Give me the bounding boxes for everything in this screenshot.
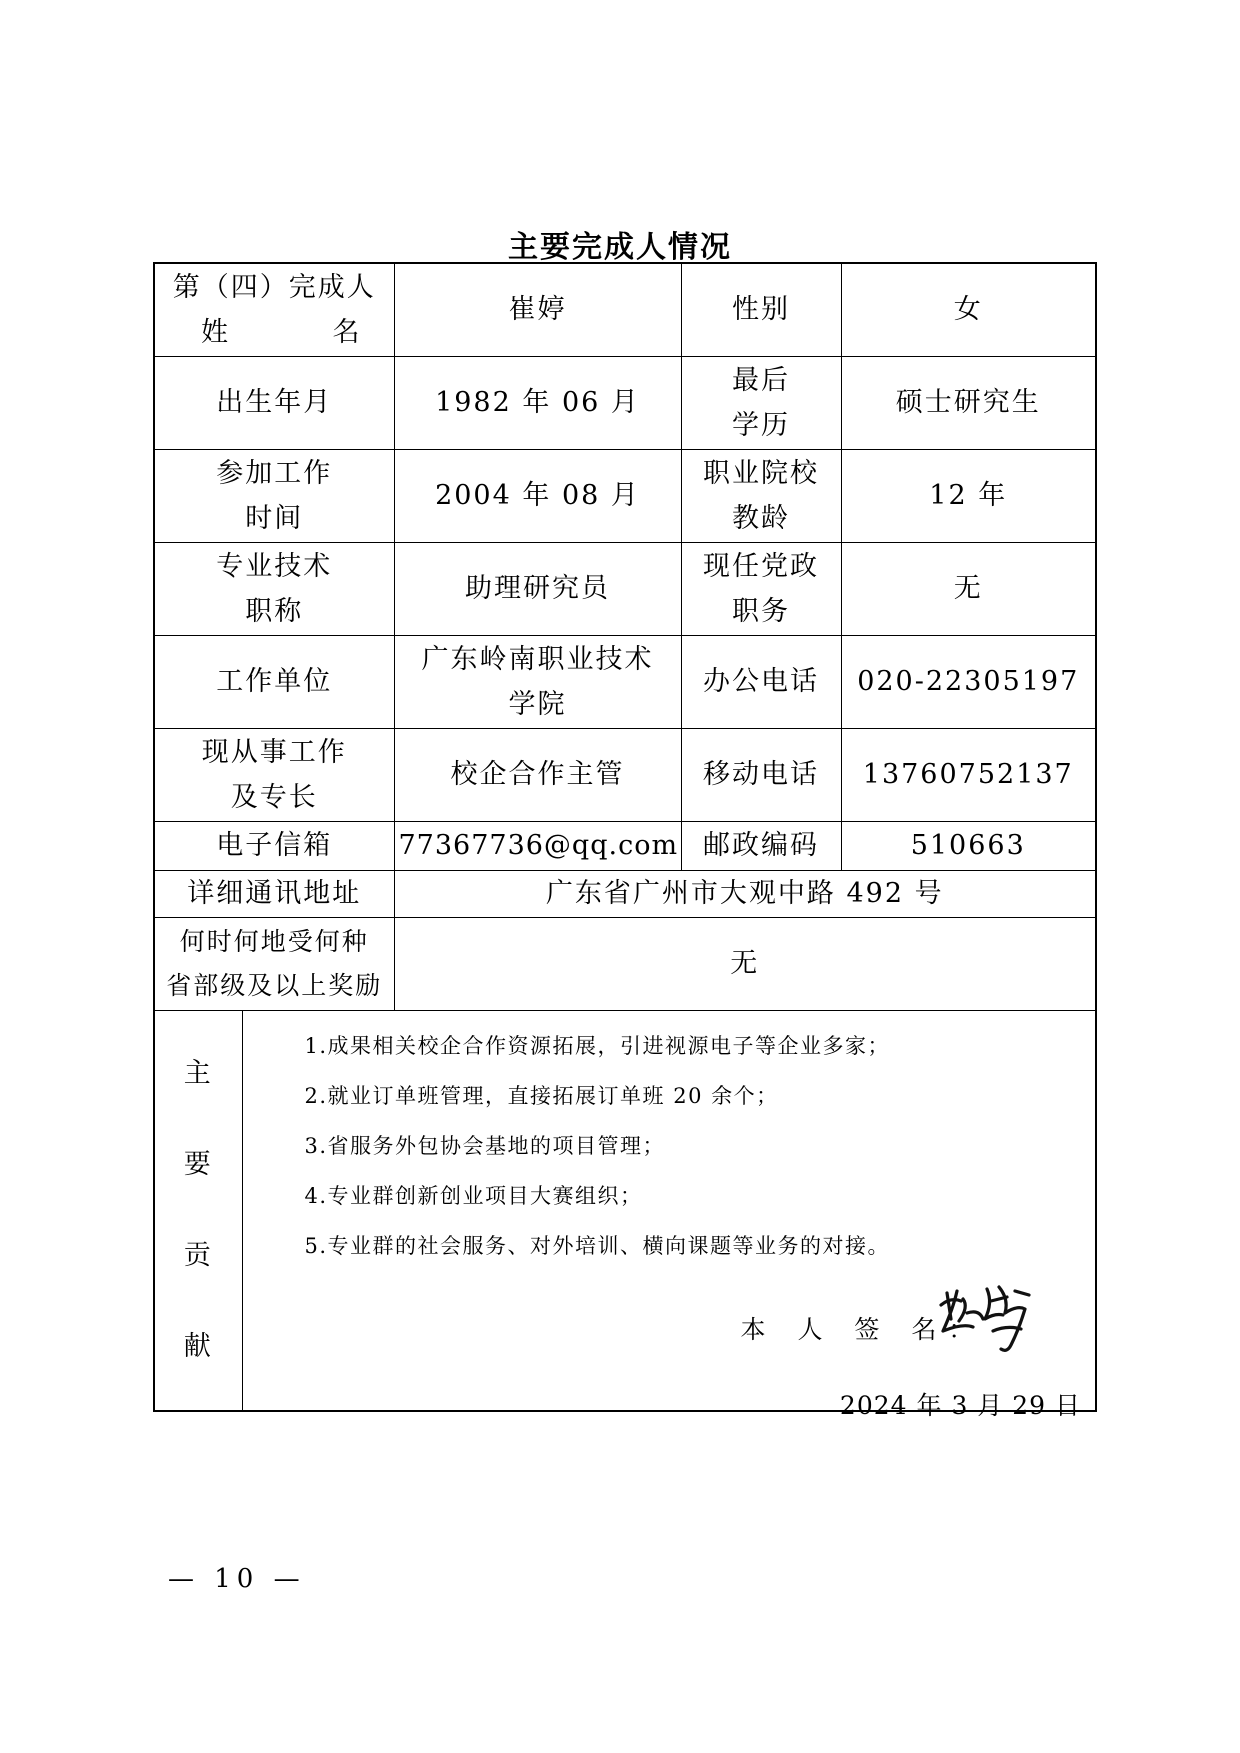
postcode-value: 510663 bbox=[841, 821, 1096, 870]
list-item: 5.专业群的社会服务、对外培训、横向课题等业务的对接。 bbox=[304, 1233, 891, 1258]
work-start-value: 2004 年 08 月 bbox=[394, 449, 681, 542]
contribution-label-char: 主 bbox=[183, 1058, 213, 1090]
page-number: — 10 — bbox=[168, 1564, 306, 1594]
contribution-label-char: 献 bbox=[183, 1331, 213, 1363]
table-row bbox=[154, 728, 1096, 821]
party-post-value: 无 bbox=[841, 542, 1096, 635]
education-label: 最后 学历 bbox=[681, 356, 841, 449]
postcode-label: 邮政编码 bbox=[681, 821, 841, 870]
table-row bbox=[154, 870, 1096, 917]
table-row bbox=[154, 635, 1096, 728]
list-item: 1.成果相关校企合作资源拓展，引进视源电子等企业多家； bbox=[304, 1033, 891, 1058]
mobile-label: 移动电话 bbox=[681, 728, 841, 821]
contribution-label-char: 要 bbox=[183, 1149, 213, 1181]
teaching-age-label: 职业院校 教龄 bbox=[681, 449, 841, 542]
address-label: 详细通讯地址 bbox=[154, 870, 394, 917]
teaching-age-value: 12 年 bbox=[841, 449, 1096, 542]
birth-value: 1982 年 06 月 bbox=[394, 356, 681, 449]
birth-label: 出生年月 bbox=[154, 356, 394, 449]
job-label: 现从事工作 及专长 bbox=[154, 728, 394, 821]
name-value: 崔婷 bbox=[394, 263, 681, 356]
contribution-list bbox=[305, 1021, 1086, 1271]
office-phone-value: 020-22305197 bbox=[841, 635, 1096, 728]
mobile-value: 13760752137 bbox=[841, 728, 1096, 821]
office-phone-label: 办公电话 bbox=[681, 635, 841, 728]
email-label: 电子信箱 bbox=[154, 821, 394, 870]
list-item: 2.就业订单班管理，直接拓展订单班 20 余个； bbox=[304, 1083, 779, 1108]
prof-title-label: 专业技术 职称 bbox=[154, 542, 394, 635]
list-item: 3.省服务外包协会基地的项目管理； bbox=[304, 1133, 666, 1158]
work-start-label: 参加工作 时间 bbox=[154, 449, 394, 542]
table-row bbox=[154, 542, 1096, 635]
table-row bbox=[154, 821, 1096, 870]
signature-label: 本 人 签 名： bbox=[740, 1314, 986, 1344]
info-table bbox=[153, 262, 1097, 1420]
education-value: 硕士研究生 bbox=[841, 356, 1096, 449]
table-row bbox=[154, 449, 1096, 542]
unit-value: 广东岭南职业技术 学院 bbox=[394, 635, 681, 728]
table-row bbox=[154, 263, 1096, 356]
name-label: 第（四）完成人 姓 名 bbox=[154, 263, 394, 356]
contribution-label-char: 贡 bbox=[183, 1240, 213, 1272]
handwritten-signature bbox=[933, 1279, 1043, 1359]
email-value: 77367736@qq.com bbox=[394, 821, 681, 870]
contribution-content bbox=[242, 1010, 1096, 1420]
address-value: 广东省广州市大观中路 492 号 bbox=[394, 870, 1096, 917]
award-label: 何时何地受何种 省部级及以上奖励 bbox=[154, 917, 394, 1010]
list-item: 4.专业群创新创业项目大赛组织； bbox=[304, 1183, 643, 1208]
party-post-label: 现任党政 职务 bbox=[681, 542, 841, 635]
contribution-label bbox=[154, 1010, 242, 1411]
gender-label: 性别 bbox=[681, 263, 841, 356]
unit-label: 工作单位 bbox=[154, 635, 394, 728]
signature-date: 2024 年 3 月 29 日 bbox=[839, 1390, 1081, 1420]
table-row bbox=[154, 917, 1096, 1010]
table-row bbox=[154, 1010, 1096, 1411]
award-value: 无 bbox=[394, 917, 1096, 1010]
prof-title-value: 助理研究员 bbox=[394, 542, 681, 635]
page-title: 主要完成人情况 bbox=[508, 230, 732, 265]
job-value: 校企合作主管 bbox=[394, 728, 681, 821]
gender-value: 女 bbox=[841, 263, 1096, 356]
table-row bbox=[154, 356, 1096, 449]
